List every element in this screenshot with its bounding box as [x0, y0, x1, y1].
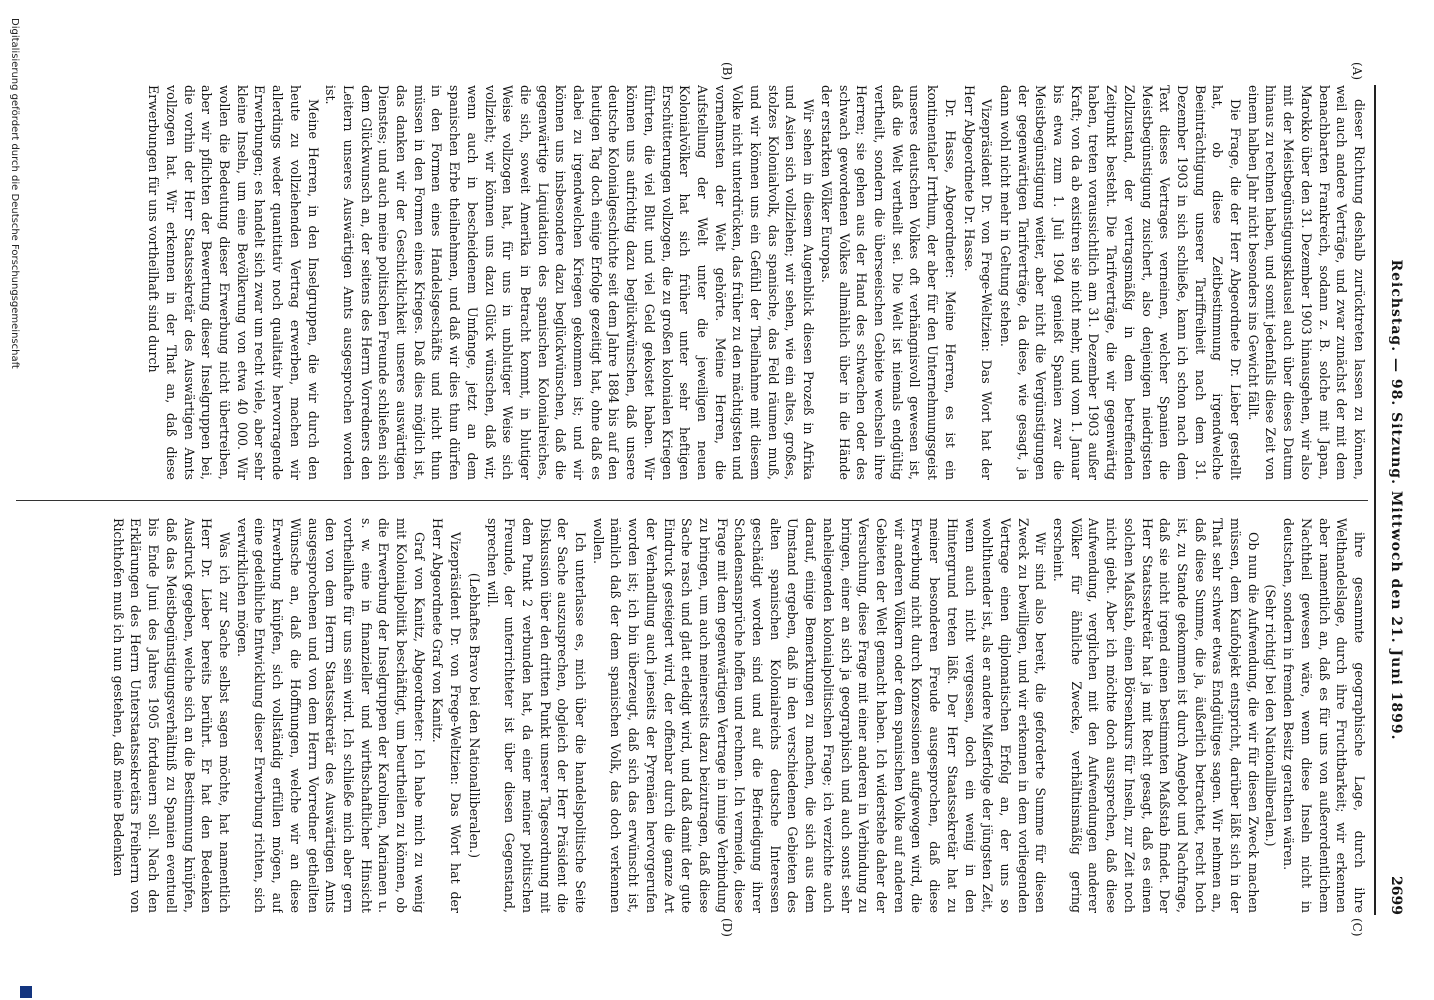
speaker-paragraph: Graf von Kanitz, Abgeordneter: Ich habe mich zu wenig mit Kolonialpolitik beschäftigt, um beurtheilen zu können, ob die Erwerbung der Inselgruppen der Karolinen, Marianen u. s. w. eine in finanzieller und wirthschaftlicher Hinsicht vortheilhafte für uns sein wird. Ich schließe mich aber gern den von dem Herrn Staatssekretär des Auswärtigen Amts ausgesprochenen und von dem Herrn Vorredner getheilten Wünsche an, daß die Hoffnungen, welche wir an diese Erwerbung knüpfen, sich vollständig erfüllen mögen, auf eine gedeihliche Entwicklung dieser Erwerbung richten, sich verwirklichen mögen.	[234, 518, 427, 913]
digitization-footer	[4, 0, 24, 1000]
margin-marker-d: (D)	[720, 918, 734, 937]
margin-marker-c: (C)	[1350, 918, 1364, 937]
paragraph: Wir sind also bereit, die geforderte Summe für diesen Zweck zu bewilligen, und wir erkennen in dem vorliegenden Vertrage einen diplomatischen Erfolg an, der uns so wohlthuender ist, als er andere Mißerfolge der jüngsten Zeit, wenn auch nicht vergessen, doch ein wenig in den Hintergrund treten läßt. Der Herr Staatssekretär hat zu meiner besonderen Freude ausgesprochen, daß diese Erwerbung nicht durch Konzessionen aufgewogen wird, die wir anderen Völkern oder dem spanischen Volke auf anderen Gebieten der Welt gemacht haben. Ich widerstehe daher der Versuchung, diese Frage mit einer anderen in Verbindung zu bringen, einer an sich ja geographisch und auch sonst sehr naheliegenden kolonialpolitischen Frage; ich verzichte auch darauf, einige Bemerkungen zu machen, die sich aus dem Umstand ergeben, daß in den verschiedenen Gebieten des alten spanischen Kolonialreichs deutsche Interessen geschädigt worden sind und auf die Befriedigung ihrer Schadensansprüche hoffen und rechnen. Ich vermeide, diese Frage mit dem gegenwärtigen Vertrage in innige Verbindung zu bringen, um auch meinerseits dazu beizutragen, daß diese Sache rasch und glatt erledigt wird, und daß damit der gute Eindruck gesteigert wird, der offenbar durch die ganze Art der Verhandlung auch jenseits der Pyrenäen hervorgerufen worden ist; ich bin überzeugt, daß sich das erwünscht ist, nämlich daß der dem spanischen Volk, das doch verkennen wollen.	[590, 518, 1049, 913]
speaker-paragraph: Vizepräsident Dr. von Frege-Weltzien: Das Wort hat der Herr Abgeordnete Graf von Kanitz.	[430, 518, 464, 913]
speaker-paragraph: Vizepräsident Dr. von Frege-Weltzien: Das Wort hat der Herr Abgeordnete Dr. Hasse.	[961, 85, 995, 480]
margin-marker-a: (A)	[1350, 62, 1364, 81]
paragraph: Was ich zur Sache selbst sagen möchte, hat namentlich Herr Dr. Lieber bereits berührt. Er hat den Bedenken Ausdruck gegeben, welche sich an die Bestimmung knüpfen, daß das Meistbegünstigungsverhältniß zu Spanien eventuell bis Ende Juni des Jahres 1905 fortdauern soll. Nach den Erklärungen des Herrn Unterstaatssekretärs Freiherrn von Richthofen muß ich nun gestehen, daß meine Bedenken	[110, 518, 232, 913]
paragraph: Meine Herren, in den Inselgruppen, die wir durch den heute zu vollziehenden Vertrag erwerben, machen wir allerdings weder quantitativ noch qualitativ hervorragende Erwerbungen; es handelt sich zwar um recht viele, aber sehr kleine Inseln, um eine Bevölkerung von etwa 40 000. Wir wollen die Bedeutung dieser Erwerbung nicht übertreiben, aber wir pflichten der Bewertung dieser Inselgruppen bei, die vorhin der Herr Staatssekretär des Auswärtigen Amts vollzogen hat. Wir erkennen in der That an, daß diese Erwerbungen für uns vortheilhaft sind durch	[146, 85, 321, 480]
digitization-credit: Digitalisierung gefördert durch die Deutsche Forschungsgemeinschaft	[9, 18, 20, 369]
paragraph: Ob nun die Aufwendung, die wir für diesen Zweck machen müssen, dem Kaufobjekt entspricht, darüber läßt sich in der That sehr schwer etwas Endgültiges sagen. Wir nehmen an, daß diese Summe, die ja, äußerlich betrachtet, recht hoch ist, zu Stande gekommen ist durch Angebot und Nachfrage, daß sie nicht irgend einen bestimmten Maßstab findet. Der Herr Staatssekretär hat ja mit Recht gesagt, daß es einen solchen Maßstab, einen Börsenkurs für Inseln, zur Zeit noch nicht giebt. Aber ich möchte doch aussprechen, daß diese Aufwendung, verglichen mit den Aufwendungen anderer Völker für ähnliche Zwecke, verhältnismäßig gering erscheint.	[1051, 518, 1261, 913]
interjection: (Sehr richtig! bei den Nationalliberalen.)	[1263, 584, 1279, 847]
paragraph: dieser Richtung deshalb zurücktreten lassen zu können, weil auch andere Verträge, und zwar zunächst der mit dem benachbarten Frankreich, sodann z. B. solche mit Japan, Marokko über den 31. Dezember 1903 hinausgehen, wir also mit der Meistbegünstigungsklausel auch über dieses Datum hinaus zu rechnen haben, und somit jedenfalls diese Zeit von einem halben Jahr nicht besonders ins Gewicht fällt.	[1245, 85, 1367, 480]
interjection: (Lebhaftes Bravo bei den Nationalliberalen.)	[466, 572, 482, 859]
dfg-logo-icon	[20, 986, 32, 998]
page-header	[1374, 85, 1416, 915]
margin-marker-b: (B)	[720, 62, 734, 81]
right-column	[16, 518, 1368, 913]
page-number: 2699	[1388, 876, 1404, 915]
paragraph: ihre gesammte geographische Lage, durch ihre Welthandelslage, durch ihre Fruchtbarkeit; wir erkennen aber namentlich an, daß es für uns von außerordentlichem Nachtheil gewesen wäre, wenn diese Inseln nicht in deutschen, sondern in fremden Besitz gerathen wären.	[1281, 518, 1367, 913]
page-title: Reichstag. — 98. Sitzung. Mittwoch den 21. Juni 1899.	[1388, 259, 1404, 741]
paragraph: Die Frage, die der Herr Abgeordnete Dr. Lieber gestellt hat, ob diese Zeitbestimmung irgendwelche Beeinträchtigung unserer Tariffreiheit nach dem 31. Dezember 1903 in sich schließe, kann ich schon nach dem Text dieses Vertrages verneinen, welcher Spanien die Meistbegünstigung zusichert, also denjenigen niedrigsten Zollzustand, der vertragsmäßig in dem betreffenden Zeitpunkt besteht. Die Tarifverträge, die wir gegenwärtig haben, treten voraussichtlich am 31. Dezember 1903 außer Kraft; von da ab existiren sie nicht mehr, und vom 1. Januar bis etwa zum 1. Juli 1904 genießt Spanien zwar die Meistbegünstigung weiter, aber nicht die Vergünstigungen der gegenwärtigen Tarifverträge, da diese, wie gesagt, ja dann wohl nicht mehr in Geltung stehen.	[997, 85, 1244, 480]
column-divider	[16, 500, 1368, 501]
speaker-paragraph: Dr. Hasse, Abgeordneter: Meine Herren, es ist ein kontinentaler Irrthum, der aber für den Unternehmungsgeist unseres deutschen Volkes oft verhängnisvoll gewesen ist, daß die Welt vertheilt sei. Die Welt ist niemals endgültig vertheilt, sondern die überseeischen Gebiete wechseln ihre Herren; sie gehen aus der Hand des schwachen oder des schwach gewordenen Volkes allmählich über in die Hände der erstarkten Völker Europas.	[818, 85, 958, 480]
paragraph: Ich unterlasse es, mich über die handelspolitische Seite der Sache auszusprechen, obgleich der Herr Präsident die Diskussion über den dritten Punkt unserer Tagesordnung mit dem Punkt 2 verbunden hat, da einer meiner politischen Freunde, der unterrichteter ist über diesen Gegenstand, sprechen will.	[484, 518, 589, 913]
left-column	[16, 85, 1368, 480]
paragraph: Wir sehen in diesem Augenblick diesen Prozeß in Afrika und Asien sich vollziehen; wir sehen, wie ein altes, großes, stolzes Kolonialvolk, das spanische, das Feld räumen muß, und wir können uns ein Gefühl der Theilnahme mit diesem Volke nicht unterdrücken, das früher zu den mächtigsten und vornehmsten der Welt gehörte. Meine Herren, die Aufstellung der Welt unter die jeweiligen neuen Kolonialvölker hat sich früher unter sehr heftigen Erschütterungen vollzogen, die zu großen kolonialen Kriegen führten, die viel Blut und viel Geld gekostet haben. Wir können uns aufrichtig dazu beglückwünschen, daß unsere deutsche Kolonialgeschichte seit dem Jahre 1884 bis auf den heutigen Tag doch einige Erfolge gezeitigt hat, ohne daß es dabei zu irgendwelchen Kriegen gekommen ist; und wir können uns insbesondere dazu beglückwünschen, daß die gegenwärtige Liquidation des spanischen Kolonialreiches, die sich, soweit Amerika in Betracht kommt, in blutiger Weise vollzogen hat, für uns in unblutiger Weise sich vollzieht; wir können uns dazu Glück wünschen, daß wir, wenn auch in bescheidenem Umfange, jetzt an dem spanischen Erbe theilnehmen, und daß wir dies thun dürfen in den Formen eines Handelsgeschäfts und nicht thun müssen in den Formen eines Krieges. Daß dies möglich ist, das danken wir der Geschicklichkeit unseres auswärtigen Dienstes; und auch meine politischen Freunde schließen sich dem Glückwunsch an, der seitens des Herrn Vorredners den Leitern unseres Auswärtigen Amts ausgesprochen worden ist.	[323, 85, 817, 480]
